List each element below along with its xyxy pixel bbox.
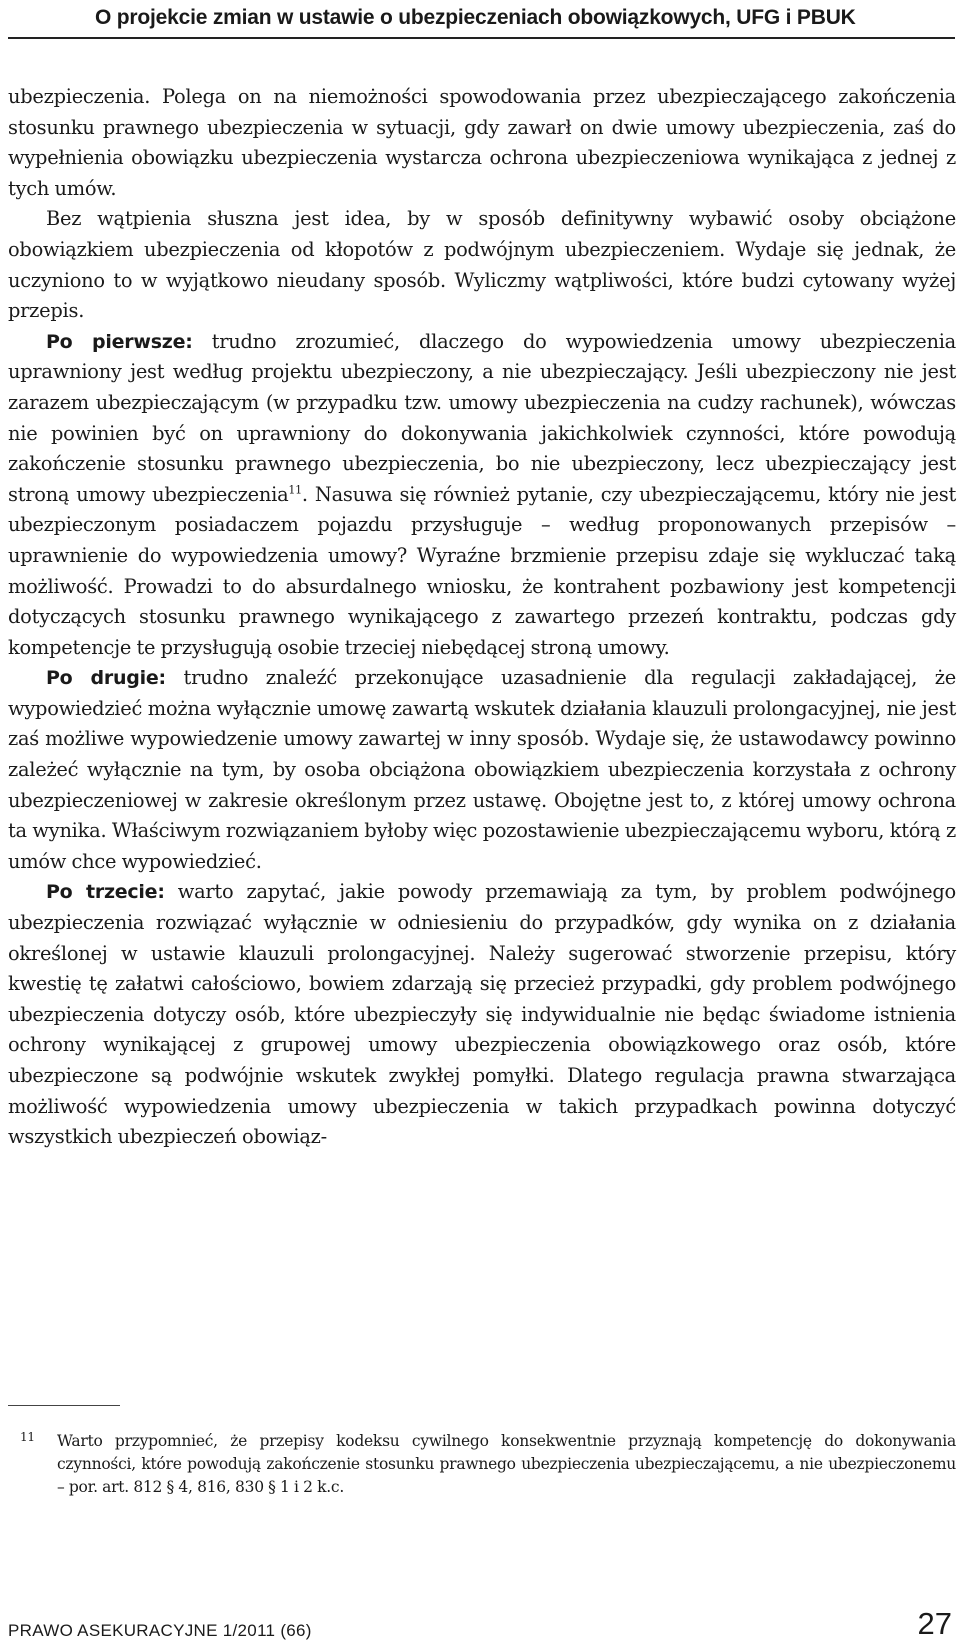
footnote-text: Warto przypomnieć, że przepisy kodeksu cywilnego konsekwentnie przyznają kompetencję do dokonywania czynności, które powodują zakończenie stosunku prawnego ubezpieczenia ubezpieczającemu, a nie ubezpieczonemu – por. art. 812 § 4, 816, 830 § 1 i 2 k.c.	[57, 1432, 956, 1496]
paragraph-4-text: trudno znaleźć przekonujące uzasadnienie dla regulacji zakładającej, że wypowiedzieć można wyłącznie umowę zawartą wskutek działania klauzuli prolongacyjnej, nie jest zaś możliwe wypowiedzenie umowy zawartej w inny sposób. Wydaje się, że ustawodawcy powinno zależeć wyłącznie na tym, by osoba obciążona obowiązkiem ubezpieczenia korzystała z ochrony ubezpieczeniowej w zakresie określonym przez ustawę. Obojętne jest to, z której umowy ochrona ta wynika. Właściwym rozwiązaniem byłoby więc pozostawienie ubezpieczającemu wyboru, którą z umów chce wypowiedzieć.	[8, 666, 956, 873]
running-header-title: O projekcie zmian w ustawie o ubezpieczeniach obowiązkowych, UFG i PBUK	[95, 6, 856, 29]
paragraph-4	[8, 663, 956, 877]
page-number: 27	[917, 1606, 952, 1641]
footer-journal-title: PRAWO ASEKURACYJNE 1/2011 (66)	[8, 1621, 312, 1640]
article-body	[8, 82, 956, 1153]
paragraph-3-lead: Po pierwsze:	[46, 330, 193, 353]
paragraph-3-text-b: . Nasuwa się również pytanie, czy ubezpieczającemu, który nie jest ubezpieczonym posiadaczem pojazdu przysługuje – według proponowanych przepisów – uprawnienie do wypowiedzenia umowy? Wyraźne brzmienie przepisu zdaje się wykluczać taką możliwość. Prowadzi to do absurdalnego wniosku, że kontrahent pozbawiony jest kompetencji dotyczących stosunku prawnego wynikającego z zawartego przezeń kontraktu, podczas gdy kompetencje te przysługują osobie trzeciej niebędącej stroną umowy.	[8, 482, 956, 659]
paragraph-3-text-a: trudno zrozumieć, dlaczego do wypowiedzenia umowy ubezpieczenia uprawniony jest według projektu ubezpieczony, a nie ubezpieczający. Jeśli ubezpieczony nie jest zarazem ubezpieczającym (w przypadku tzw. umowy ubezpieczenia na cudzy rachunek), wówczas nie powinien być on uprawniony do dokonywania jakichkolwiek czynności, które powodują zakończenie stosunku prawnego ubezpieczenia, bo nie ubezpieczony, lecz ubezpieczający jest stroną umowy ubezpieczenia	[8, 329, 956, 506]
paragraph-5	[8, 877, 956, 1152]
header-divider	[8, 37, 955, 39]
paragraph-4-lead: Po drugie:	[46, 667, 166, 690]
paragraph-3	[8, 327, 956, 664]
paragraph-5-text: warto zapytać, jakie powody przemawiają za tym, by problem podwójnego ubezpieczenia rozwiązać wyłącznie w odniesieniu do przypadków, gdy wynika on z działania określonej w ustawie klauzuli prolongacyjnej. Należy sugerować stworzenie przepisu, który kwestię tę załatwi całościowo, bowiem zdarzają się przecież przypadki, gdy problem podwójnego ubezpieczenia dotyczy osób, które ubezpieczyły się indywidualnie nie będąc świadome istnienia ochrony wynikającej z grupowej umowy ubezpieczenia obowiązkowego oraz osób, które ubezpieczone są podwójnie wskutek zwykłej pomyłki. Dlatego regulacja prawna stwarzająca możliwość wypowiedzenia umowy ubezpieczenia w takich przypadkach powinna dotyczyć wszystkich ubezpieczeń obowiąz-	[8, 880, 956, 1149]
footnote-number: 11	[20, 1430, 35, 1444]
paragraph-1: ubezpieczenia. Polega on na niemożności spowodowania przez ubezpieczającego zakończenia stosunku prawnego ubezpieczenia w sytuacji, gdy zawarł on dwie umowy ubezpieczenia, zaś do wypełnienia obowiązku ubezpieczenia wystarcza ochrona ubezpieczeniowa wynikająca z jednej z tych umów.	[8, 85, 956, 200]
footnote-reference[interactable]: 11	[288, 483, 302, 497]
footnote	[8, 1430, 956, 1499]
paragraph-2: Bez wątpienia słuszna jest idea, by w sposób definitywny wybawić osoby obciążone obowiązkiem ubezpieczenia od kłopotów z podwójnym ubezpieczeniem. Wydaje się jednak, że uczyniono to w wyjątkowo nieudany sposób. Wyliczmy wątpliwości, które budzi cytowany wyżej przepis.	[8, 207, 956, 323]
paragraph-5-lead: Po trzecie:	[46, 881, 165, 904]
footnote-divider	[8, 1405, 120, 1406]
